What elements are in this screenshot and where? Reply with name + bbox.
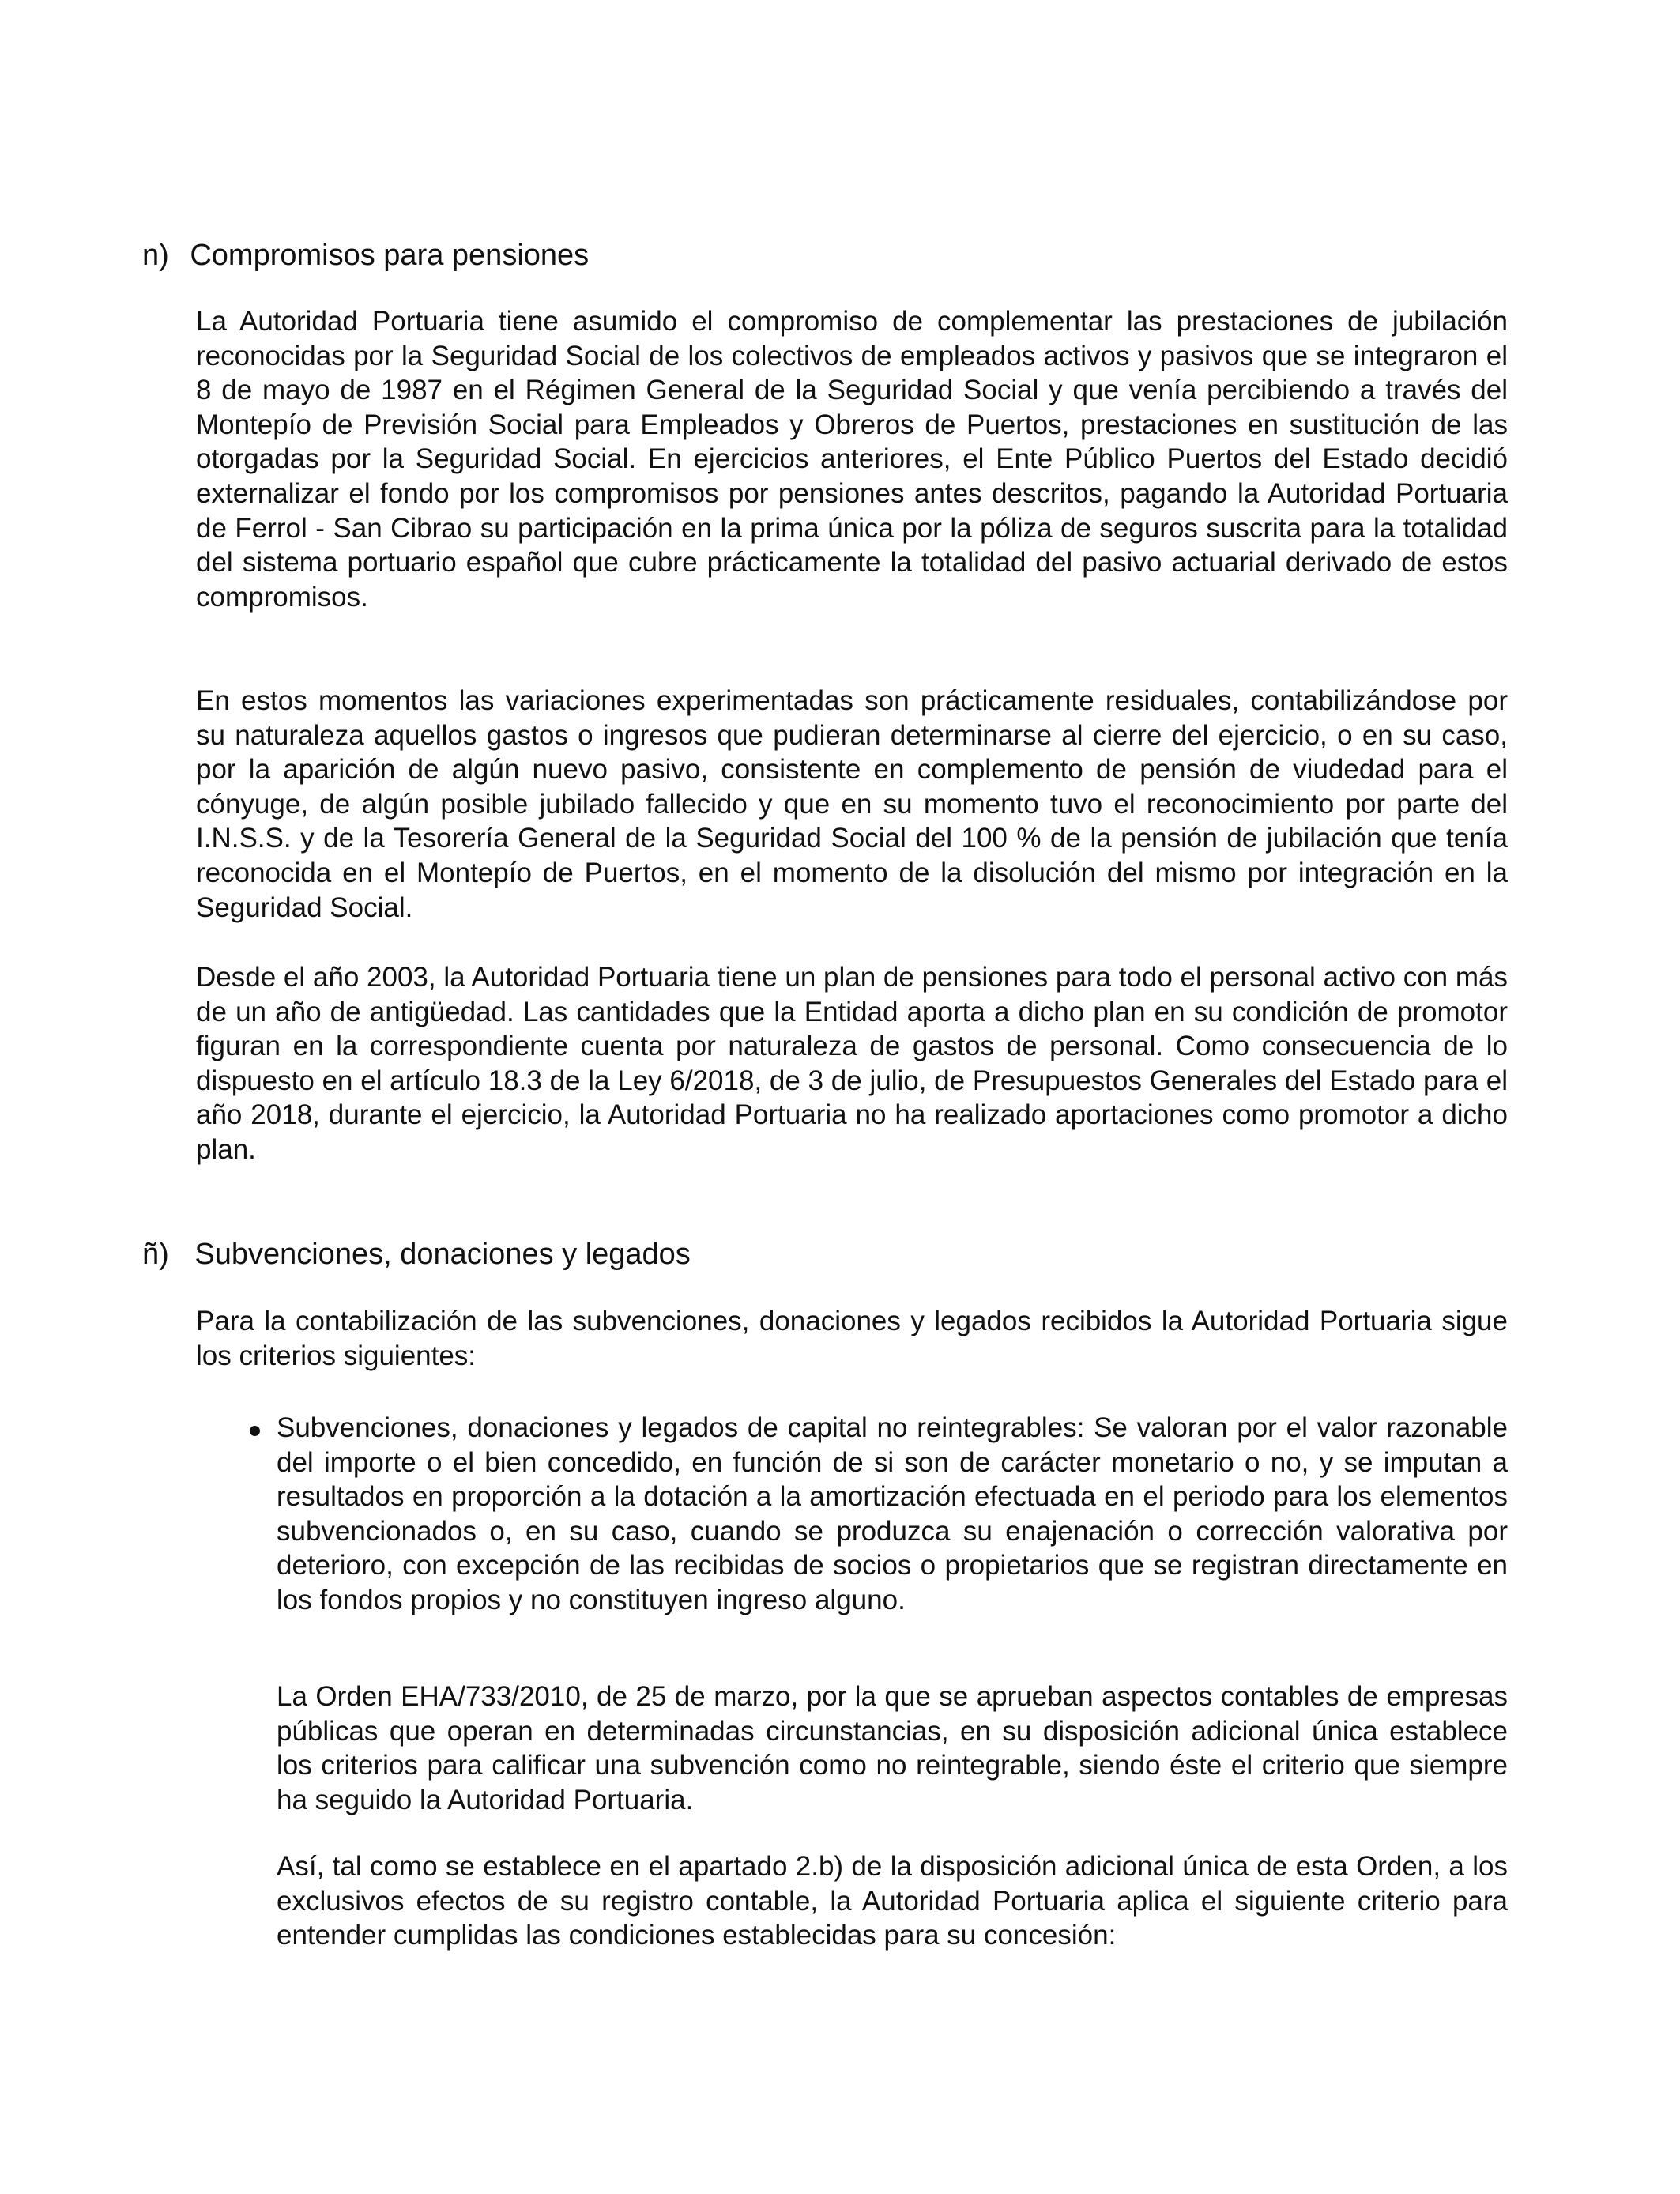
section-heading-subvenciones: [142, 1235, 691, 1273]
section-title: Compromisos para pensiones: [190, 239, 590, 272]
paragraph-criterio: Así, tal como se establece en el apartado 2.b) de la disposición adicional única de esta Orden, a los exclusivos efectos de su registro contable, la Autoridad Portuaria aplica el siguiente criterio para entender cumplidas las condiciones establecidas para su concesión:: [277, 1851, 1508, 1951]
bullet-point-icon: [250, 1426, 260, 1436]
section-heading-pensiones: [142, 236, 589, 274]
section-title: Subvenciones, donaciones y legados: [194, 1238, 691, 1271]
paragraph-pensiones-2: En estos momentos las variaciones experimentadas son prácticamente residuales, contabilizándose por su naturaleza aquellos gastos o ingresos que pudieran determinarse al cierre del ejercicio, o en su caso, por la aparición de algún nuevo pasivo, consistente en complemento de pensión de viudedad para el cónyuge, de algún posible jubilado fallecido y que en su momento tuvo el reconocimiento por parte del I.N.S.S. y de la Tesorería General de la Seguridad Social del 100 % de la pensión de jubilación que tenía reconocida en el Montepío de Puertos, en el momento de la disolución del mismo por integración en la Seguridad Social.: [196, 685, 1508, 923]
paragraph-orden-eha: La Orden EHA/733/2010, de 25 de marzo, por la que se aprueban aspectos contables de empresas públicas que operan en determinadas circunstancias, en su disposición adicional única establece los criterios para calificar una subvención como no reintegrable, siendo éste el criterio que siempre ha seguido la Autoridad Portuaria.: [277, 1681, 1508, 1815]
paragraph-pensiones-3: Desde el año 2003, la Autoridad Portuaria tiene un plan de pensiones para todo el personal activo con más de un año de antigüedad. Las cantidades que la Entidad aporta a dicho plan en su condición de promotor figuran en la correspondiente cuenta por naturaleza de gastos de personal. Como consecuencia de lo dispuesto en el artículo 18.3 de la Ley 6/2018, de 3 de julio, de Presupuestos Generales del Estado para el año 2018, durante el ejercicio, la Autoridad Portuaria no ha realizado aportaciones como promotor a dicho plan.: [196, 962, 1508, 1165]
section-marker: n): [142, 239, 169, 272]
paragraph-pensiones-1: La Autoridad Portuaria tiene asumido el compromiso de complementar las prestaciones de jubilación reconocidas por la Seguridad Social de los colectivos de empleados activos y pasivos que se integraron el 8 de mayo de 1987 en el Régimen General de la Seguridad Social y que venía percibiendo a través del Montepío de Previsión Social para Empleados y Obreros de Puertos, prestaciones en sustitución de las otorgadas por la Seguridad Social. En ejercicios anteriores, el Ente Público Puertos del Estado decidió externalizar el fondo por los compromisos por pensiones antes descritos, pagando la Autoridad Portuaria de Ferrol - San Cibrao su participación en la prima única por la póliza de seguros suscrita para la totalidad del sistema portuario español que cubre prácticamente la totalidad del pasivo actuarial derivado de estos compromisos.: [196, 306, 1508, 613]
bullet-item-subvenciones: Subvenciones, donaciones y legados de capital no reintegrables: Se valoran por el valor razonable del importe o el bien concedido, en función de si son de carácter monetario o no, y se imputan a resultados en proporción a la dotación a la amortización efectuada en el periodo para los elementos subvencionados o, en su caso, cuando se produzca su enajenación o corrección valorativa por deterioro, con excepción de las recibidas de socios o propietarios que se registran directamente en los fondos propios y no constituyen ingreso alguno.: [277, 1412, 1508, 1615]
section-marker: ñ): [142, 1238, 169, 1271]
paragraph-subvenciones-intro: Para la contabilización de las subvenciones, donaciones y legados recibidos la Autoridad Portuaria sigue los criterios siguientes:: [196, 1306, 1508, 1371]
